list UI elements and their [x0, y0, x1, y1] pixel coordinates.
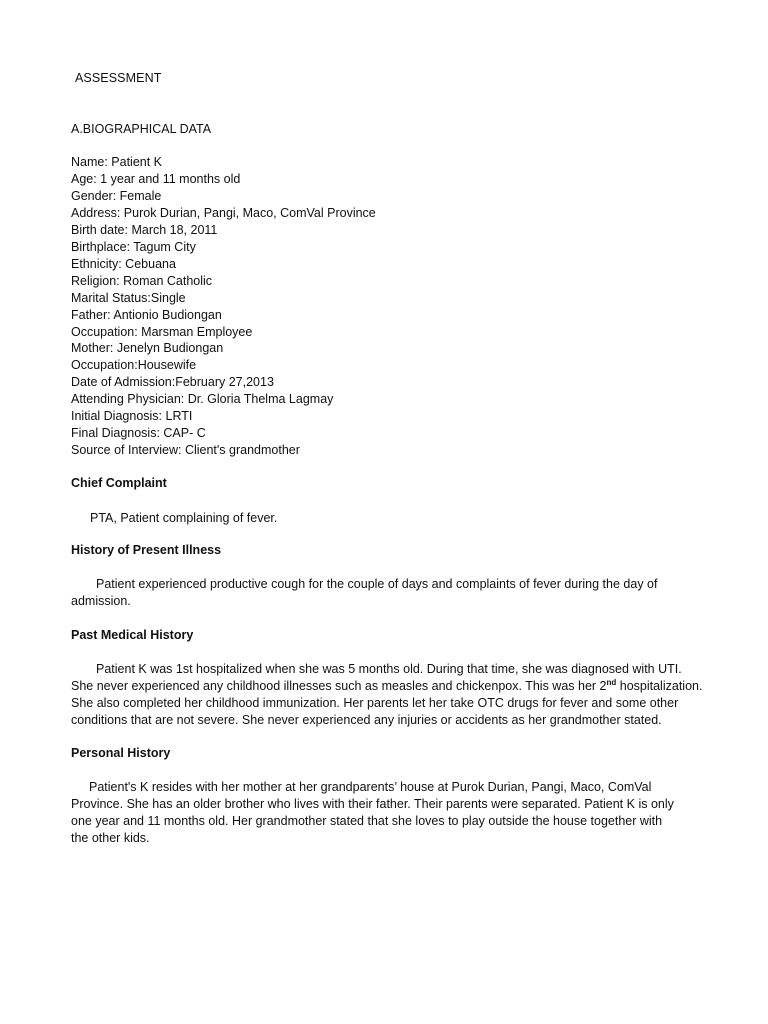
bio-initial-diagnosis: Initial Diagnosis: LRTI [71, 409, 193, 424]
bio-father-occupation: Occupation: Marsman Employee [71, 324, 253, 339]
bio-date-of-admission: Date of Admission:February 27,2013 [71, 375, 274, 390]
personal-history-heading: Personal History [71, 746, 171, 760]
bio-age: Age: 1 year and 11 months old [71, 171, 241, 186]
personal-history-text [71, 779, 711, 847]
bio-gender: Gender: Female [71, 188, 162, 203]
biographical-data-list [71, 154, 376, 459]
history-present-illness-text [71, 576, 711, 610]
bio-address: Address: Purok Durian, Pangi, Maco, ComVal Province [71, 205, 376, 220]
bio-source-of-interview: Source of Interview: Client's grandmother [71, 443, 300, 458]
chief-complaint-text: PTA, Patient complaining of fever. [90, 511, 278, 525]
text-segment: hospitalization. [616, 678, 703, 693]
bio-ethnicity: Ethnicity: Cebuana [71, 256, 176, 271]
paragraph-line: admission. [71, 593, 131, 608]
bio-name: Name: Patient K [71, 155, 163, 169]
paragraph-line: Patient experienced productive cough for the couple of days and complaints of fever during the day of [96, 577, 658, 591]
text-segment: She never experienced any childhood illnesses such as measles and chickenpox. This was her 2 [71, 678, 607, 693]
bio-father: Father: Antionio Budiongan [71, 307, 222, 322]
paragraph-line: conditions that are not severe. She never experienced any injuries or accidents as her grandmother stated. [71, 712, 662, 727]
past-medical-history-heading: Past Medical History [71, 628, 194, 642]
bio-religion: Religion: Roman Catholic [71, 273, 213, 288]
bio-birthplace: Birthplace: Tagum City [71, 239, 196, 254]
bio-final-diagnosis: Final Diagnosis: CAP- C [71, 426, 206, 441]
paragraph-line [71, 678, 711, 695]
paragraph-line: Patient K was 1st hospitalized when she was 5 months old. During that time, she was diagnosed with UTI. [96, 662, 682, 676]
document-title: ASSESSMENT [75, 71, 162, 85]
bio-birth-date: Birth date: March 18, 2011 [71, 222, 218, 237]
ordinal-superscript: nd [606, 677, 617, 687]
bio-mother: Mother: Jenelyn Budiongan [71, 341, 224, 356]
paragraph-line: Patient's K resides with her mother at her grandparents’ house at Purok Durian, Pangi, Maco, ComVal [89, 780, 652, 794]
paragraph-line: one year and 11 months old. Her grandmother stated that she loves to play outside the house together with [71, 813, 663, 828]
history-present-illness-heading: History of Present Illness [71, 543, 222, 557]
past-medical-history-text [71, 661, 711, 729]
paragraph-line: the other kids. [71, 830, 150, 845]
paragraph-line: Province. She has an older brother who lives with their father. Their parents were separated. Patient K is only [71, 796, 674, 811]
bio-mother-occupation: Occupation:Housewife [71, 358, 197, 373]
bio-marital-status: Marital Status:Single [71, 290, 186, 305]
section-a-heading: A.BIOGRAPHICAL DATA [71, 122, 212, 136]
paragraph-line: She also completed her childhood immunization. Her parents let her take OTC drugs for fever and some other [71, 695, 679, 710]
bio-attending-physician: Attending Physician: Dr. Gloria Thelma Lagmay [71, 392, 334, 407]
chief-complaint-heading: Chief Complaint [71, 476, 167, 490]
